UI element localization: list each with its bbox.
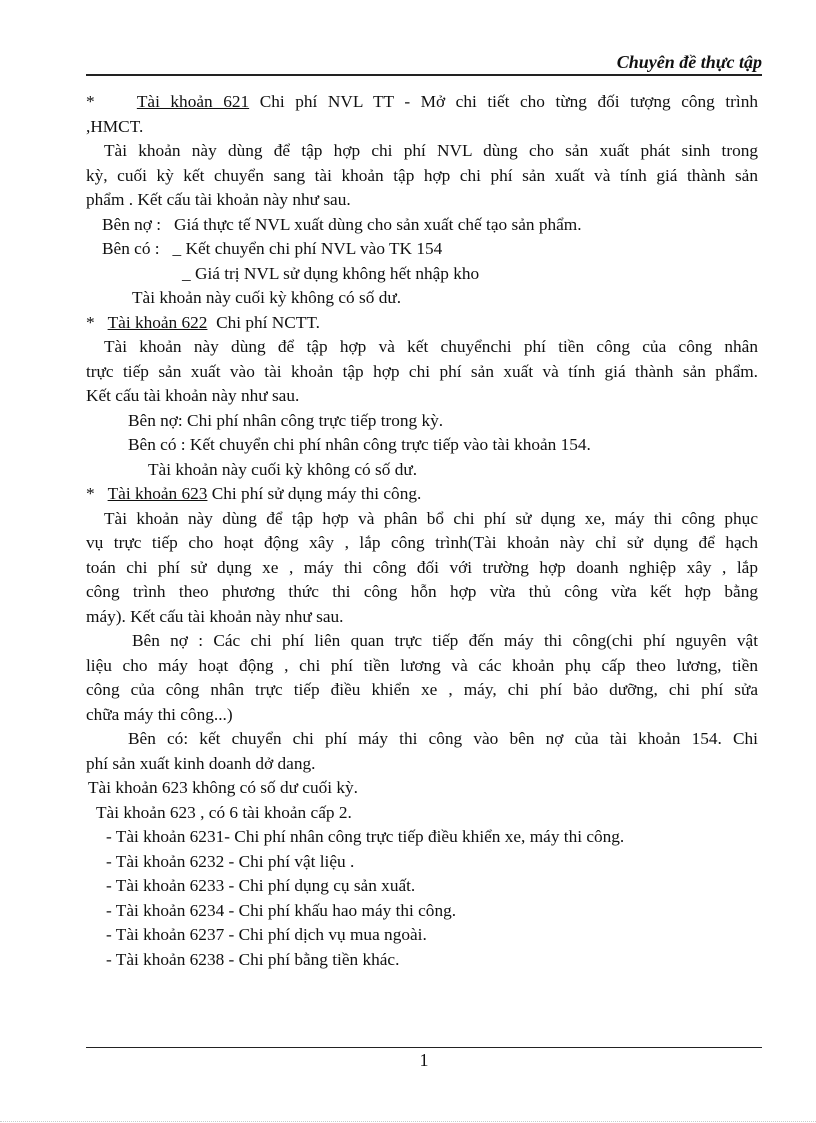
- balance-line: Tài khoản này cuối kỳ không có số dư.: [132, 288, 402, 307]
- credit-line: Bên có: kết chuyển chi phí máy thi công vào bên nợ của tài khoản 154. Chi: [128, 729, 758, 748]
- document-body: [86, 90, 758, 972]
- footer-rule: [86, 1047, 762, 1048]
- credit-line: _ Giá trị NVL sử dụng không hết nhập kho: [182, 263, 480, 283]
- debit-line: Bên nợ: Chi phí nhân công trực tiếp trong kỳ.: [128, 410, 444, 430]
- credit-line: Bên có : _ Kết chuyển chi phí NVL vào TK 154: [102, 239, 443, 258]
- debit-line: công của công nhân trực tiếp điều khiển xe , máy, chi phí bảo dưỡng, chi phí sửa: [86, 680, 758, 699]
- bullet-star: *: [86, 484, 95, 503]
- account-621-label: Tài khoản 621: [136, 92, 250, 111]
- paragraph-line: Tài khoản này dùng để tập hợp và kết chuyểnchi phí tiền công của công nhân: [104, 337, 758, 356]
- account-623-title: Chi phí sử dụng máy thi công.: [211, 484, 422, 503]
- sub-accounts-intro: Tài khoản 623 , có 6 tài khoản cấp 2.: [96, 802, 352, 822]
- paragraph-line: kỳ, cuối kỳ kết chuyển sang tài khoản tập hợp chi phí sản xuất và tính giá thành sản: [86, 165, 758, 185]
- page-edge-divider: [0, 1121, 816, 1122]
- account-623-heading: [86, 482, 758, 507]
- sub-account-item: - Tài khoản 6231- Chi phí nhân công trực tiếp điều khiển xe, máy thi công.: [106, 827, 625, 846]
- bullet-star: *: [86, 92, 95, 111]
- account-621-heading-cont: ,HMCT.: [86, 116, 144, 136]
- no-balance-line: Tài khoản 623 không có số dư cuối kỳ.: [88, 778, 358, 797]
- account-621-heading: [86, 90, 758, 115]
- sub-account-item: - Tài khoản 6237 - Chi phí dịch vụ mua ngoài.: [106, 925, 427, 944]
- paragraph-line: Kết cấu tài khoản này như sau.: [86, 386, 300, 405]
- debit-line: liệu cho máy hoạt động , chi phí tiền lương và các khoản phụ cấp theo lương, tiền: [86, 655, 758, 675]
- header-title: Chuyên đề thực tập: [616, 52, 762, 72]
- paragraph-line: trực tiếp sản xuất vào tài khoản tập hợp chi phí sản xuất và tính giá thành sản phẩm.: [86, 361, 758, 381]
- page-header: [86, 50, 762, 76]
- paragraph-line: Tài khoản này dùng để tập hợp và phân bổ chi phí sử dụng xe, máy thi công phục: [104, 508, 758, 528]
- paragraph-line: công trình theo phương thức thi công hỗn hợp vừa thủ công vừa kết hợp bằng: [86, 582, 758, 601]
- page-number: 1: [419, 1050, 429, 1070]
- debit-line: chữa máy thi công...): [86, 704, 233, 724]
- paragraph-line: phẩm . Kết cấu tài khoản này như sau.: [86, 190, 351, 209]
- paragraph-line: vụ trực tiếp cho hoạt động xây , lắp công trình(Tài khoản này chỉ sử dụng để hạch: [86, 533, 758, 552]
- bullet-star: *: [86, 312, 95, 332]
- debit-line: Bên nợ : Các chi phí liên quan trực tiếp đến máy thi công(chi phí nguyên vật: [132, 631, 758, 650]
- sub-account-item: - Tài khoản 6238 - Chi phí bằng tiền khác.: [106, 949, 400, 969]
- account-622-heading: [86, 311, 758, 336]
- paragraph-line: Tài khoản này dùng để tập hợp chi phí NVL dùng cho sản xuất phát sinh trong: [104, 141, 758, 160]
- account-622-title: Chi phí NCTT.: [216, 312, 320, 332]
- account-623-label: Tài khoản 623: [107, 484, 208, 503]
- credit-line: Bên có : Kết chuyển chi phí nhân công trực tiếp vào tài khoản 154.: [128, 435, 591, 454]
- account-621-title: Chi phí NVL TT - Mở chi tiết cho từng đối tượng công trình: [259, 92, 759, 111]
- paragraph-line: máy). Kết cấu tài khoản này như sau.: [86, 606, 344, 626]
- sub-account-item: - Tài khoản 6234 - Chi phí khấu hao máy thi công.: [106, 900, 457, 920]
- sub-account-item: - Tài khoản 6232 - Chi phí vật liệu .: [106, 851, 355, 871]
- paragraph-line: toán chi phí sử dụng xe , máy thi công đối với trường hợp doanh nghiệp xây , lắp: [86, 557, 758, 577]
- debit-line: Bên nợ : Giá thực tế NVL xuất dùng cho sản xuất chế tạo sản phẩm.: [102, 214, 582, 234]
- account-622-label: Tài khoản 622: [107, 312, 208, 332]
- sub-account-item: - Tài khoản 6233 - Chi phí dụng cụ sản xuất.: [106, 876, 416, 895]
- balance-line: Tài khoản này cuối kỳ không có số dư.: [148, 459, 418, 479]
- credit-line: phí sản xuất kinh doanh dở dang.: [86, 753, 316, 773]
